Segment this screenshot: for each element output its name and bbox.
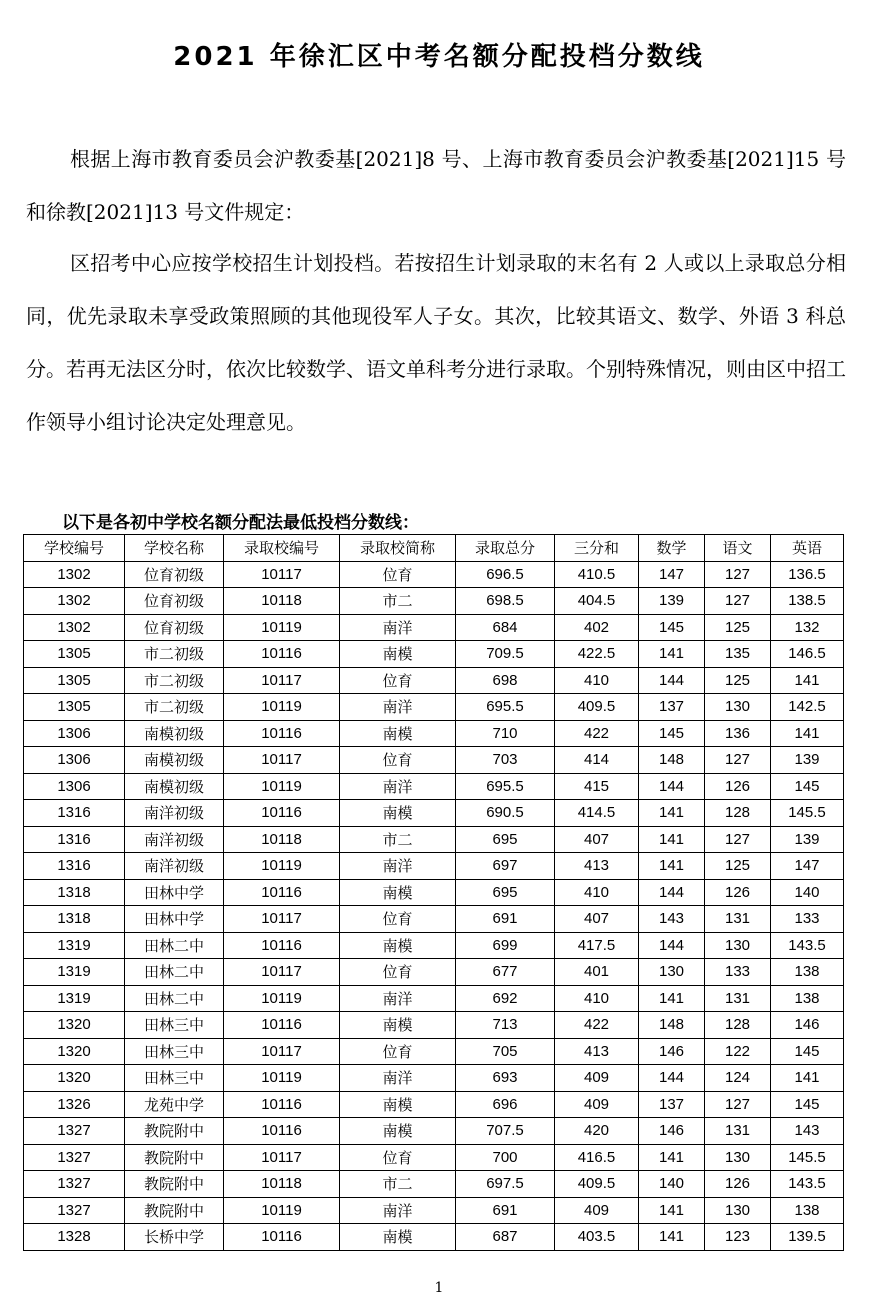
- cell-admit-code: 10117: [224, 747, 340, 774]
- cell-admit-short-name: 南洋: [340, 985, 456, 1012]
- cell-admit-code: 10116: [224, 720, 340, 747]
- cell-chinese: 127: [705, 561, 771, 588]
- cell-total-score: 696: [456, 1091, 555, 1118]
- page-number: 1: [434, 1280, 444, 1296]
- cell-school-name: 南洋初级: [125, 800, 224, 827]
- table-row: [24, 959, 844, 986]
- cell-three-sum: 420: [555, 1118, 639, 1145]
- cell-school-name: 教院附中: [125, 1171, 224, 1198]
- cell-school-code: 1319: [24, 959, 125, 986]
- table-row: [24, 826, 844, 853]
- cell-chinese: 136: [705, 720, 771, 747]
- cell-admit-short-name: 位育: [340, 561, 456, 588]
- cell-admit-code: 10118: [224, 588, 340, 615]
- cell-three-sum: 422: [555, 720, 639, 747]
- cell-school-name: 长桥中学: [125, 1224, 224, 1251]
- cell-english: 139: [771, 826, 844, 853]
- cell-school-code: 1302: [24, 614, 125, 641]
- cell-admit-code: 10116: [224, 879, 340, 906]
- cell-english: 145.5: [771, 800, 844, 827]
- table-row: [24, 1171, 844, 1198]
- table-row: [24, 985, 844, 1012]
- cell-total-score: 695.5: [456, 773, 555, 800]
- cell-math: 137: [639, 694, 705, 721]
- table-row: [24, 1118, 844, 1145]
- cell-school-name: 田林中学: [125, 879, 224, 906]
- cell-english: 143: [771, 1118, 844, 1145]
- table-row: [24, 1038, 844, 1065]
- cell-school-code: 1316: [24, 826, 125, 853]
- cell-school-code: 1302: [24, 561, 125, 588]
- cell-math: 148: [639, 1012, 705, 1039]
- column-header-school-code: 学校编号: [24, 535, 125, 562]
- cell-english: 141: [771, 720, 844, 747]
- column-header-total-score: 录取总分: [456, 535, 555, 562]
- cell-admit-short-name: 南模: [340, 879, 456, 906]
- cell-three-sum: 410: [555, 667, 639, 694]
- cell-english: 133: [771, 906, 844, 933]
- cell-chinese: 131: [705, 906, 771, 933]
- cell-school-code: 1327: [24, 1118, 125, 1145]
- cell-chinese: 125: [705, 853, 771, 880]
- cell-school-code: 1320: [24, 1012, 125, 1039]
- cell-math: 130: [639, 959, 705, 986]
- cell-school-code: 1306: [24, 747, 125, 774]
- cell-math: 141: [639, 1197, 705, 1224]
- cell-chinese: 135: [705, 641, 771, 668]
- cell-english: 145: [771, 1091, 844, 1118]
- cell-english: 136.5: [771, 561, 844, 588]
- cell-admit-code: 10117: [224, 1144, 340, 1171]
- cell-school-name: 教院附中: [125, 1197, 224, 1224]
- cell-total-score: 710: [456, 720, 555, 747]
- cell-three-sum: 402: [555, 614, 639, 641]
- cell-three-sum: 409.5: [555, 694, 639, 721]
- cell-three-sum: 414.5: [555, 800, 639, 827]
- cell-school-code: 1327: [24, 1197, 125, 1224]
- cell-math: 144: [639, 879, 705, 906]
- cell-admit-code: 10116: [224, 1012, 340, 1039]
- cell-total-score: 698.5: [456, 588, 555, 615]
- column-header-chinese: 语文: [705, 535, 771, 562]
- cell-school-name: 田林三中: [125, 1012, 224, 1039]
- cell-math: 141: [639, 853, 705, 880]
- cell-school-name: 教院附中: [125, 1144, 224, 1171]
- cell-chinese: 127: [705, 588, 771, 615]
- cell-math: 140: [639, 1171, 705, 1198]
- cell-admit-short-name: 市二: [340, 1171, 456, 1198]
- cell-admit-short-name: 南模: [340, 932, 456, 959]
- cell-chinese: 125: [705, 614, 771, 641]
- cell-three-sum: 422: [555, 1012, 639, 1039]
- cell-three-sum: 401: [555, 959, 639, 986]
- cell-english: 143.5: [771, 932, 844, 959]
- cell-math: 144: [639, 932, 705, 959]
- cell-math: 144: [639, 1065, 705, 1092]
- cell-admit-short-name: 南模: [340, 720, 456, 747]
- cell-three-sum: 416.5: [555, 1144, 639, 1171]
- table-body: [24, 561, 844, 1250]
- cell-english: 140: [771, 879, 844, 906]
- cell-english: 132: [771, 614, 844, 641]
- cell-admit-code: 10117: [224, 959, 340, 986]
- cell-total-score: 693: [456, 1065, 555, 1092]
- column-header-three-sum: 三分和: [555, 535, 639, 562]
- paragraph-regulations: 根据上海市教育委员会沪教委基[2021]8 号、上海市教育委员会沪教委基[2021]15 号和徐教[2021]13 号文件规定：: [26, 147, 846, 224]
- cell-math: 141: [639, 826, 705, 853]
- cell-school-code: 1318: [24, 879, 125, 906]
- column-header-english: 英语: [771, 535, 844, 562]
- cell-school-code: 1327: [24, 1144, 125, 1171]
- cell-admit-code: 10116: [224, 932, 340, 959]
- table-caption: 以下是各初中学校名额分配法最低投档分数线：: [62, 513, 419, 533]
- cell-chinese: 126: [705, 773, 771, 800]
- table-row: [24, 694, 844, 721]
- cell-chinese: 126: [705, 1171, 771, 1198]
- cell-chinese: 124: [705, 1065, 771, 1092]
- cell-school-name: 南模初级: [125, 720, 224, 747]
- cell-total-score: 703: [456, 747, 555, 774]
- table-row: [24, 720, 844, 747]
- table-row: [24, 588, 844, 615]
- table-row: [24, 906, 844, 933]
- cell-school-code: 1320: [24, 1038, 125, 1065]
- cell-school-name: 田林中学: [125, 906, 224, 933]
- cell-admit-code: 10118: [224, 1171, 340, 1198]
- table-row: [24, 1224, 844, 1251]
- cell-total-score: 709.5: [456, 641, 555, 668]
- column-header-math: 数学: [639, 535, 705, 562]
- cell-school-code: 1318: [24, 906, 125, 933]
- cell-school-code: 1319: [24, 932, 125, 959]
- table-row: [24, 747, 844, 774]
- cell-total-score: 691: [456, 1197, 555, 1224]
- cell-three-sum: 409.5: [555, 1171, 639, 1198]
- cell-school-code: 1327: [24, 1171, 125, 1198]
- cell-school-code: 1316: [24, 853, 125, 880]
- table-header-row: [24, 535, 844, 562]
- cell-admit-code: 10119: [224, 614, 340, 641]
- cell-chinese: 128: [705, 800, 771, 827]
- cell-math: 147: [639, 561, 705, 588]
- cell-three-sum: 407: [555, 906, 639, 933]
- cell-admit-short-name: 南洋: [340, 1197, 456, 1224]
- paragraph-rules: 区招考中心应按学校招生计划投档。若按招生计划录取的末名有 2 人或以上录取总分相同，优先录取未享受政策照顾的其他现役军人子女。其次，比较其语文、数学、外语 3 科总分。若再无法区分时，依次比较数学、语文单科考分进行录取。个别特殊情况，则由区中招工作领导小组讨论决定处理意见。: [26, 251, 846, 434]
- cell-total-score: 692: [456, 985, 555, 1012]
- score-table: [23, 534, 844, 1251]
- cell-admit-code: 10119: [224, 985, 340, 1012]
- cell-english: 145.5: [771, 1144, 844, 1171]
- table-row: [24, 773, 844, 800]
- cell-chinese: 127: [705, 1091, 771, 1118]
- cell-admit-code: 10117: [224, 667, 340, 694]
- cell-admit-short-name: 位育: [340, 906, 456, 933]
- cell-math: 143: [639, 906, 705, 933]
- column-header-admit-short-name: 录取校简称: [340, 535, 456, 562]
- table-row: [24, 800, 844, 827]
- cell-english: 141: [771, 1065, 844, 1092]
- cell-admit-code: 10116: [224, 1224, 340, 1251]
- cell-total-score: 699: [456, 932, 555, 959]
- cell-school-name: 市二初级: [125, 641, 224, 668]
- cell-total-score: 700: [456, 1144, 555, 1171]
- cell-total-score: 684: [456, 614, 555, 641]
- cell-three-sum: 417.5: [555, 932, 639, 959]
- cell-school-name: 市二初级: [125, 694, 224, 721]
- table-row: [24, 667, 844, 694]
- table-row: [24, 1091, 844, 1118]
- cell-school-code: 1305: [24, 694, 125, 721]
- cell-english: 139: [771, 747, 844, 774]
- cell-admit-code: 10119: [224, 773, 340, 800]
- cell-total-score: 698: [456, 667, 555, 694]
- cell-total-score: 677: [456, 959, 555, 986]
- cell-admit-code: 10117: [224, 906, 340, 933]
- cell-school-name: 位育初级: [125, 614, 224, 641]
- cell-math: 141: [639, 985, 705, 1012]
- cell-math: 137: [639, 1091, 705, 1118]
- cell-math: 139: [639, 588, 705, 615]
- cell-three-sum: 409: [555, 1091, 639, 1118]
- cell-school-code: 1326: [24, 1091, 125, 1118]
- cell-three-sum: 414: [555, 747, 639, 774]
- cell-school-name: 南模初级: [125, 773, 224, 800]
- cell-chinese: 125: [705, 667, 771, 694]
- cell-chinese: 130: [705, 694, 771, 721]
- cell-english: 138: [771, 985, 844, 1012]
- column-header-admit-code: 录取校编号: [224, 535, 340, 562]
- cell-admit-short-name: 南洋: [340, 614, 456, 641]
- cell-math: 141: [639, 641, 705, 668]
- table-row: [24, 641, 844, 668]
- table-row: [24, 879, 844, 906]
- cell-admit-code: 10116: [224, 641, 340, 668]
- cell-admit-code: 10116: [224, 1091, 340, 1118]
- cell-school-name: 南洋初级: [125, 826, 224, 853]
- cell-admit-code: 10119: [224, 694, 340, 721]
- cell-admit-short-name: 位育: [340, 667, 456, 694]
- cell-total-score: 690.5: [456, 800, 555, 827]
- cell-english: 145: [771, 1038, 844, 1065]
- cell-three-sum: 413: [555, 1038, 639, 1065]
- cell-admit-code: 10117: [224, 1038, 340, 1065]
- cell-school-name: 位育初级: [125, 588, 224, 615]
- cell-math: 146: [639, 1038, 705, 1065]
- cell-admit-short-name: 南模: [340, 1224, 456, 1251]
- cell-total-score: 713: [456, 1012, 555, 1039]
- cell-school-name: 田林三中: [125, 1065, 224, 1092]
- cell-admit-code: 10119: [224, 853, 340, 880]
- cell-three-sum: 409: [555, 1197, 639, 1224]
- cell-admit-short-name: 位育: [340, 959, 456, 986]
- cell-math: 141: [639, 800, 705, 827]
- cell-three-sum: 410: [555, 985, 639, 1012]
- cell-admit-short-name: 南洋: [340, 853, 456, 880]
- table-row: [24, 853, 844, 880]
- cell-admit-code: 10118: [224, 826, 340, 853]
- cell-math: 146: [639, 1118, 705, 1145]
- cell-school-name: 南洋初级: [125, 853, 224, 880]
- cell-school-name: 田林二中: [125, 932, 224, 959]
- cell-english: 142.5: [771, 694, 844, 721]
- cell-english: 146: [771, 1012, 844, 1039]
- cell-admit-code: 10117: [224, 561, 340, 588]
- cell-total-score: 697: [456, 853, 555, 880]
- cell-chinese: 123: [705, 1224, 771, 1251]
- cell-total-score: 707.5: [456, 1118, 555, 1145]
- document-title: 2021 年徐汇区中考名额分配投档分数线: [173, 42, 705, 72]
- cell-three-sum: 409: [555, 1065, 639, 1092]
- cell-chinese: 128: [705, 1012, 771, 1039]
- cell-chinese: 130: [705, 1144, 771, 1171]
- cell-chinese: 126: [705, 879, 771, 906]
- cell-english: 141: [771, 667, 844, 694]
- table-row: [24, 932, 844, 959]
- cell-school-code: 1320: [24, 1065, 125, 1092]
- cell-english: 146.5: [771, 641, 844, 668]
- cell-english: 147: [771, 853, 844, 880]
- cell-admit-short-name: 市二: [340, 588, 456, 615]
- cell-english: 138: [771, 959, 844, 986]
- cell-school-code: 1319: [24, 985, 125, 1012]
- cell-school-code: 1302: [24, 588, 125, 615]
- cell-total-score: 695: [456, 879, 555, 906]
- cell-math: 144: [639, 667, 705, 694]
- cell-math: 141: [639, 1144, 705, 1171]
- cell-chinese: 127: [705, 826, 771, 853]
- cell-admit-short-name: 南洋: [340, 694, 456, 721]
- cell-math: 148: [639, 747, 705, 774]
- cell-school-name: 田林三中: [125, 1038, 224, 1065]
- cell-school-name: 田林二中: [125, 985, 224, 1012]
- cell-chinese: 122: [705, 1038, 771, 1065]
- cell-three-sum: 407: [555, 826, 639, 853]
- cell-english: 138.5: [771, 588, 844, 615]
- cell-total-score: 687: [456, 1224, 555, 1251]
- cell-admit-short-name: 南模: [340, 800, 456, 827]
- cell-admit-short-name: 南模: [340, 1118, 456, 1145]
- cell-three-sum: 413: [555, 853, 639, 880]
- cell-english: 143.5: [771, 1171, 844, 1198]
- cell-math: 145: [639, 614, 705, 641]
- cell-total-score: 695.5: [456, 694, 555, 721]
- cell-three-sum: 410.5: [555, 561, 639, 588]
- cell-school-name: 市二初级: [125, 667, 224, 694]
- cell-school-name: 田林二中: [125, 959, 224, 986]
- cell-school-code: 1305: [24, 667, 125, 694]
- cell-three-sum: 410: [555, 879, 639, 906]
- cell-total-score: 697.5: [456, 1171, 555, 1198]
- table-row: [24, 561, 844, 588]
- cell-chinese: 133: [705, 959, 771, 986]
- cell-chinese: 130: [705, 1197, 771, 1224]
- table-row: [24, 1144, 844, 1171]
- cell-admit-code: 10116: [224, 800, 340, 827]
- cell-admit-short-name: 市二: [340, 826, 456, 853]
- cell-admit-short-name: 南洋: [340, 773, 456, 800]
- cell-school-code: 1306: [24, 773, 125, 800]
- cell-school-name: 龙苑中学: [125, 1091, 224, 1118]
- cell-total-score: 691: [456, 906, 555, 933]
- cell-school-code: 1306: [24, 720, 125, 747]
- cell-total-score: 705: [456, 1038, 555, 1065]
- cell-school-code: 1328: [24, 1224, 125, 1251]
- cell-admit-short-name: 位育: [340, 1038, 456, 1065]
- cell-english: 145: [771, 773, 844, 800]
- cell-admit-code: 10119: [224, 1065, 340, 1092]
- cell-admit-code: 10116: [224, 1118, 340, 1145]
- cell-three-sum: 404.5: [555, 588, 639, 615]
- cell-three-sum: 403.5: [555, 1224, 639, 1251]
- cell-three-sum: 422.5: [555, 641, 639, 668]
- table-row: [24, 1012, 844, 1039]
- cell-math: 144: [639, 773, 705, 800]
- cell-total-score: 696.5: [456, 561, 555, 588]
- cell-chinese: 130: [705, 932, 771, 959]
- cell-admit-short-name: 南模: [340, 1012, 456, 1039]
- cell-chinese: 127: [705, 747, 771, 774]
- cell-english: 139.5: [771, 1224, 844, 1251]
- cell-chinese: 131: [705, 985, 771, 1012]
- cell-math: 141: [639, 1224, 705, 1251]
- cell-school-name: 南模初级: [125, 747, 224, 774]
- table-row: [24, 1065, 844, 1092]
- cell-math: 145: [639, 720, 705, 747]
- cell-chinese: 131: [705, 1118, 771, 1145]
- cell-admit-code: 10119: [224, 1197, 340, 1224]
- cell-admit-short-name: 位育: [340, 747, 456, 774]
- cell-school-code: 1305: [24, 641, 125, 668]
- table-row: [24, 1197, 844, 1224]
- cell-school-code: 1316: [24, 800, 125, 827]
- cell-school-name: 教院附中: [125, 1118, 224, 1145]
- column-header-school-name: 学校名称: [125, 535, 224, 562]
- cell-school-name: 位育初级: [125, 561, 224, 588]
- cell-admit-short-name: 南模: [340, 1091, 456, 1118]
- cell-three-sum: 415: [555, 773, 639, 800]
- cell-admit-short-name: 位育: [340, 1144, 456, 1171]
- cell-english: 138: [771, 1197, 844, 1224]
- cell-total-score: 695: [456, 826, 555, 853]
- cell-admit-short-name: 南模: [340, 641, 456, 668]
- cell-admit-short-name: 南洋: [340, 1065, 456, 1092]
- table-row: [24, 614, 844, 641]
